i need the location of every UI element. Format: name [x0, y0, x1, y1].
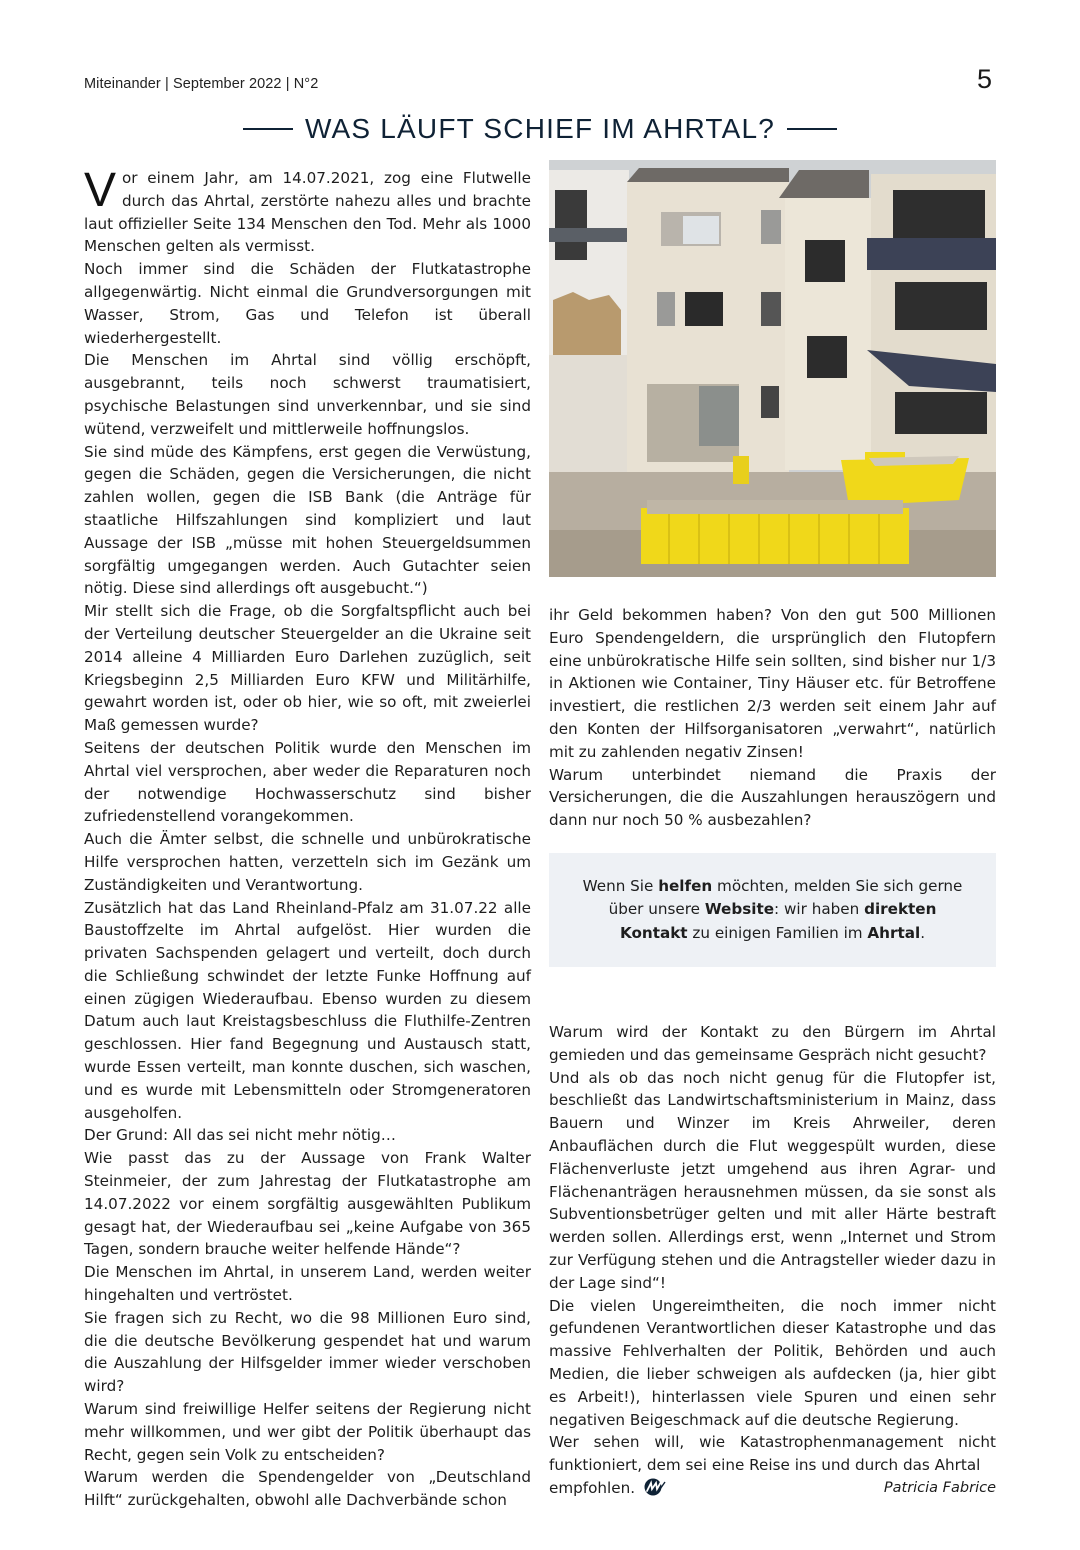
miteinander-logo-icon: [644, 1478, 666, 1496]
article-title: [243, 113, 837, 145]
closing-text-wrap: [549, 1477, 666, 1500]
article-title-text: WAS LÄUFT SCHIEF IM AHRTAL?: [304, 113, 776, 144]
article-column-right-bottom: [549, 1021, 996, 1500]
paragraph: Vor einem Jahr, am 14.07.2021, zog eine Flutwelle durch das Ahrtal, zerstörte nahezu alles und brachte laut offizieller Seite 134 Menschen den Tod. Mehr als 1000 Menschen gelten als vermisst.: [84, 164, 531, 256]
article-column-right-top: [549, 604, 996, 832]
paragraph: Wer sehen will, wie Katastrophenmanagement nicht funktioniert, dem sei eine Reise ins und durch das Ahrtal: [549, 1433, 996, 1475]
highlight-ahrtal: Ahrtal: [867, 923, 921, 942]
highlight-website: Website: [704, 900, 775, 919]
title-rule-right: [787, 128, 837, 130]
paragraph: Auch die Ämter selbst, die schnelle und unbürokratische Hilfe versprochen hatten, verzetteln sich im Gezänk um Zuständigkeiten und Verantwortung.: [84, 830, 531, 894]
paragraph: ihr Geld bekommen haben? Von den gut 500 Millionen Euro Spendengeldern, die ursprünglich den Flutopfern eine unbürokratische Hilfe sein sollten, sind bisher nur 1/3 in Aktionen wie Container, Tiny Häuser etc. für Betroffene investiert, die restlichen 2/3 werden seit einem Jahr auf den Konten der Hilfsorganisatoren „verwahrt“, natürlich mit zu zahlenden negativ Zinsen!: [549, 606, 996, 761]
paragraph: Und als ob das noch nicht genug für die Flutopfer ist, beschließt das Landwirtschaftsministerium in Mainz, dass Bauern und Winzer im Kreis Ahrweiler, deren Anbauflächen durch die Flut weggespült wurden, diese Flächenverluste jetzt umgehend aus ihren Agrar- und Flächenanträgen herausnehmen müssen, da sie sonst als Subventionsbetrüger gelten und mit aller Härte bestraft werden sollen. Allerdings erst, wenn „Internet und Strom zur Verfügung stehen und die Antragsteller wieder dazu in der Lage sind“!: [549, 1068, 996, 1292]
page-number: 5: [977, 64, 993, 94]
article-signoff: [549, 1477, 996, 1500]
paragraph: Mir stellt sich die Frage, ob die Sorgfaltspflicht auch bei der Verteilung deutscher Steuergelder an die Ukraine seit 2014 alleine 4 Milliarden Euro Darlehen zuzüglich, seit Kriegsbeginn 2,5 Milliarden Euro KFW und Militärhilfe, gewahrt worden ist, oder ob hier, wie so oft, mit zweierlei Maß gemessen wurde?: [84, 602, 531, 735]
article-photo: [549, 160, 996, 577]
title-rule-left: [243, 128, 293, 130]
highlight-direkten-kontakt: direkten Kontakt: [619, 900, 937, 942]
paragraph: Der Grund: All das sei nicht mehr nötig…: [84, 1126, 396, 1145]
paragraph: Warum sind freiwillige Helfer seitens der Regierung nicht mehr willkommen, und wer gibt der Politik überhaupt das Recht, gegen sein Volk zu entscheiden?: [84, 1400, 531, 1464]
paragraph: Seitens der deutschen Politik wurde den Menschen im Ahrtal viel versprochen, aber weder die Reparaturen noch der notwendige Hochwasserschutz sind bisher zufriedenstellend vorangekommen.: [84, 738, 531, 826]
header-publication-line: Miteinander | September 2022 | N°2: [84, 76, 319, 92]
paragraph: Warum wird der Kontakt zu den Bürgern im Ahrtal gemieden und das gemeinsame Gespräch nicht gesucht?: [549, 1023, 996, 1064]
paragraph: Wie passt das zu der Aussage von Frank Walter Steinmeier, der zum Jahrestag der Flutkatastrophe am 14.07.2022 vor einem sorgfältig ausgewählten Publikum gesagt hat, der Wiederaufbau sei „keine Aufgabe von 365 Tagen, sondern brauche weiter helfende Hände“?: [84, 1149, 531, 1259]
paragraph: Die Menschen im Ahrtal, in unserem Land, werden weiter hingehalten und vertröstet.: [84, 1263, 531, 1305]
paragraph: Warum werden die Spendengelder von „Deutschland Hilft“ zurückgehalten, obwohl alle Dachverbände schon: [84, 1468, 531, 1510]
paragraph: Sie sind müde des Kämpfens, erst gegen die Verwüstung, gegen die Schäden, gegen die Versicherungen, die nicht zahlen wollen, gegen die ISB Bank (die Anträge für staatliche Hilfszahlungen sind kompliziert und laut Aussage der ISB „müsse mit hohen Steuergeldsummen sorgfältig umgegangen werden. Auch Gutachter seien nötig. Diese sind allerdings oft ausgebucht.“): [84, 442, 531, 598]
article-title-wrap: [0, 113, 1080, 145]
flood-damage-photo-illustration: [549, 160, 996, 577]
highlight-helfen: helfen: [658, 876, 713, 895]
author-name: Patricia Fabrice: [883, 1479, 996, 1496]
paragraph: Sie fragen sich zu Recht, wo die 98 Millionen Euro sind, die die deutsche Bevölkerung gespendet hat und warum die Auszahlung der Hilfsgelder immer wieder verschoben wird?: [84, 1308, 531, 1396]
paragraph: Zusätzlich hat das Land Rheinland-Pfalz am 31.07.22 alle Baustoffzelte im Ahrtal aufgelöst. Hier wurden die privaten Sachspenden gelagert und verteilt, doch durch die Schließung schwindet der letzte Funke Hoffnung auf einen zügigen Wiederaufbau. Ebenso wurden zu diesem Datum auch laut Kreistagsbeschluss die Fluthilfe-Zentren geschlossen. Hier fand Begegnung und Austausch statt, wurde Essen verteilt, man konnte duschen, sich waschen, und es wurde mit Lebensmitteln oder Stromgeneratoren ausgeholfen.: [84, 898, 531, 1122]
help-callout-text: Wenn Sie helfen möchten, melden Sie sich gerne über unsere Website: wir haben direkten Kontakt zu einigen Familien im Ahrtal.: [582, 876, 963, 942]
paragraph: Die vielen Ungereimtheiten, die noch immer nicht gefundenen Verantwortlichen dieser Katastrophe und das massive Fehlverhalten der Politik, Behörden und auch Medien, die lieber schweigen als aufdecken (ja, hier gibt es Arbeit!), hinterlassen viele Spuren und einen sehr negativen Beigeschmack auf die deutsche Regierung.: [549, 1296, 996, 1429]
paragraph: Noch immer sind die Schäden der Flutkatastrophe allgegenwärtig. Nicht einmal die Grundversorgungen mit Wasser, Strom, Gas und Telefon ist überall wiederhergestellt.: [84, 260, 531, 347]
paragraph: Warum unterbindet niemand die Praxis der Versicherungen, die die Auszahlungen herauszögern und dann nur noch 50 % ausbezahlen?: [549, 765, 996, 830]
article-column-left: [84, 164, 531, 1512]
drop-cap: V: [84, 164, 117, 217]
closing-text: empfohlen.: [549, 1478, 636, 1497]
help-callout-box: [549, 853, 996, 967]
paragraph: Die Menschen im Ahrtal sind völlig erschöpft, ausgebrannt, teils noch schwerst traumatisiert, psychische Belastungen sind unverkennbar, und sie sind wütend, verzweifelt und mittlerweile hoffnungslos.: [84, 351, 531, 438]
